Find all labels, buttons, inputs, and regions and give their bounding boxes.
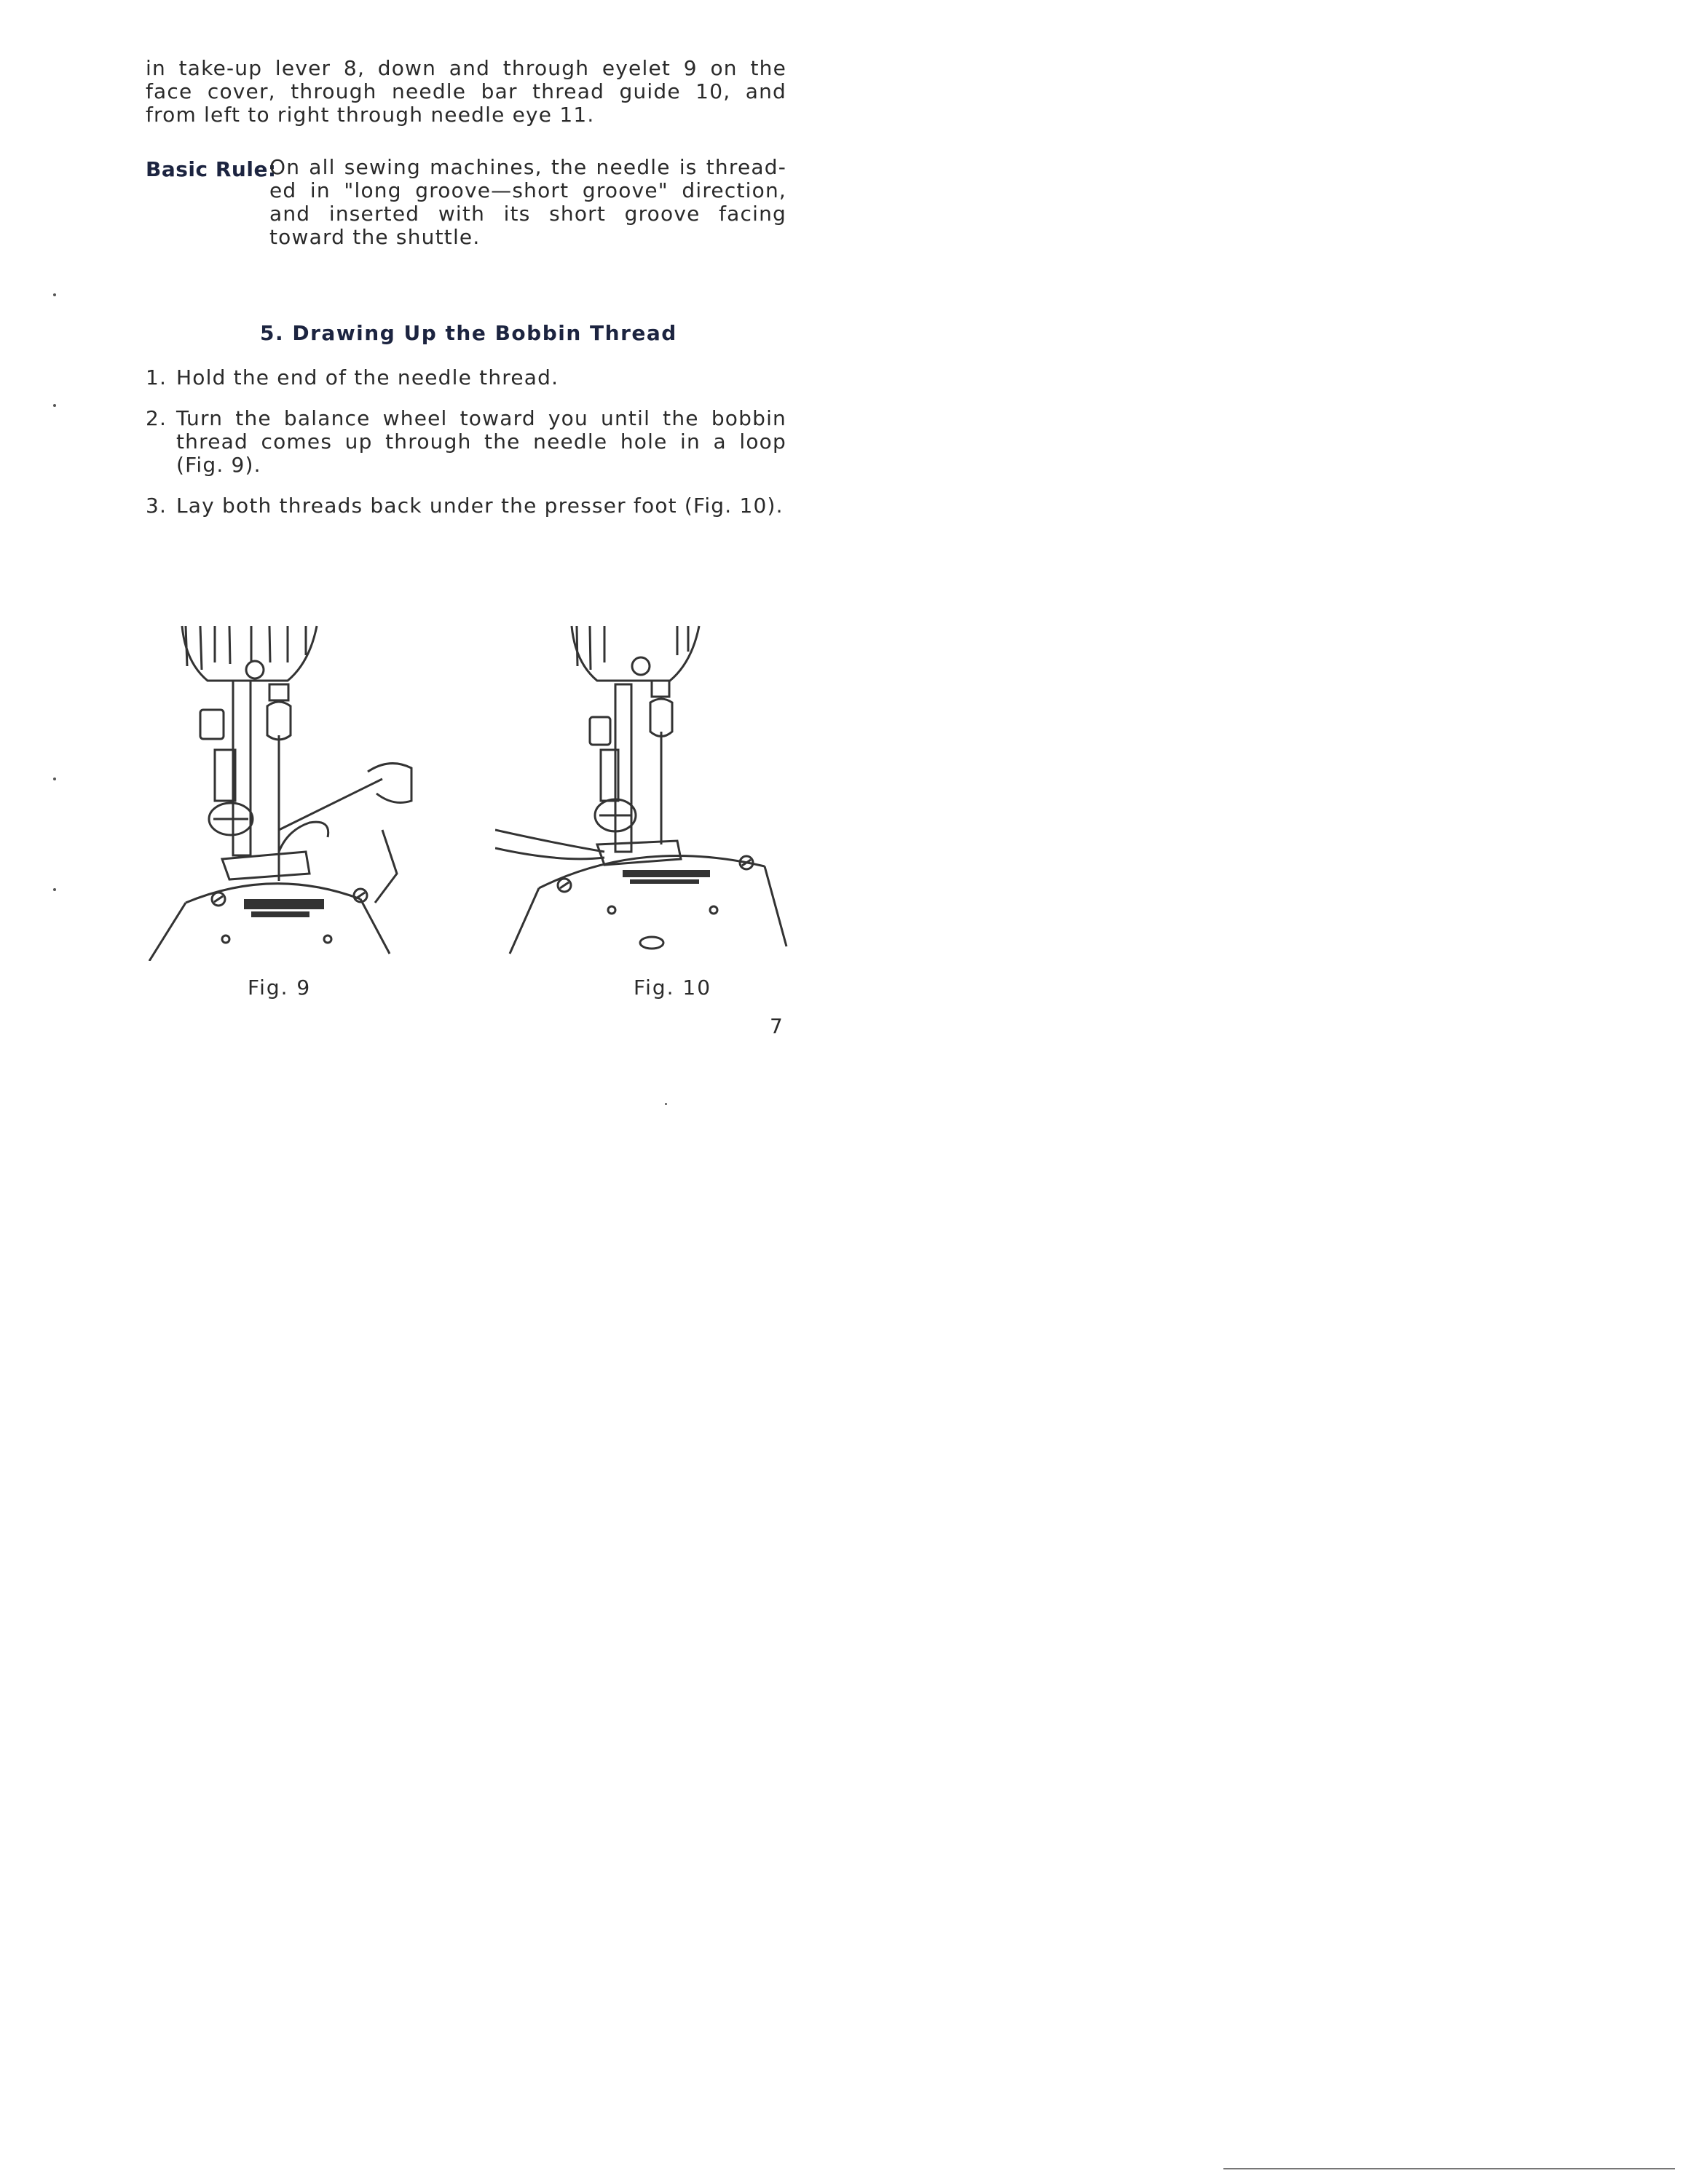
scan-speck xyxy=(665,1103,667,1105)
basic-rule-line: toward the shuttle. xyxy=(269,225,481,249)
step-number: 2. xyxy=(146,406,167,430)
page-number: 7 xyxy=(770,1014,783,1038)
basic-rule-line: ed in "long groove—short groove" direction, xyxy=(269,178,786,202)
step-number: 3. xyxy=(146,494,167,518)
scan-speck xyxy=(53,888,56,891)
scan-speck xyxy=(53,293,56,296)
section-heading: 5. Drawing Up the Bobbin Thread xyxy=(260,321,677,345)
footer-scan-line xyxy=(1223,2168,1675,2169)
figure-10-illustration xyxy=(495,612,801,961)
scan-speck xyxy=(53,778,56,780)
step-line: (Fig. 9). xyxy=(176,453,261,477)
step-line: Lay both threads back under the presser foot (Fig. 10). xyxy=(176,494,784,518)
step-number: 1. xyxy=(146,365,167,389)
figure-9-caption: Fig. 9 xyxy=(248,976,312,1000)
figure-9-illustration xyxy=(142,612,419,961)
intro-line: from left to right through needle eye 11. xyxy=(146,103,595,127)
intro-line: in take-up lever 8, down and through eyelet 9 on the xyxy=(146,56,786,80)
step-line: thread comes up through the needle hole in a loop xyxy=(176,430,786,454)
step-line: Hold the end of the needle thread. xyxy=(176,365,559,389)
step-line: Turn the balance wheel toward you until the bobbin xyxy=(176,406,786,430)
intro-paragraph xyxy=(146,57,786,127)
scan-speck xyxy=(53,404,56,407)
basic-rule-line: On all sewing machines, the needle is thread- xyxy=(269,155,786,179)
basic-rule-text xyxy=(269,156,786,249)
intro-line: face cover, through needle bar thread guide 10, and xyxy=(146,79,786,103)
basic-rule-line: and inserted with its short groove facing xyxy=(269,202,786,226)
basic-rule-label: Basic Rule: xyxy=(146,157,277,181)
figure-10-caption: Fig. 10 xyxy=(634,976,712,1000)
